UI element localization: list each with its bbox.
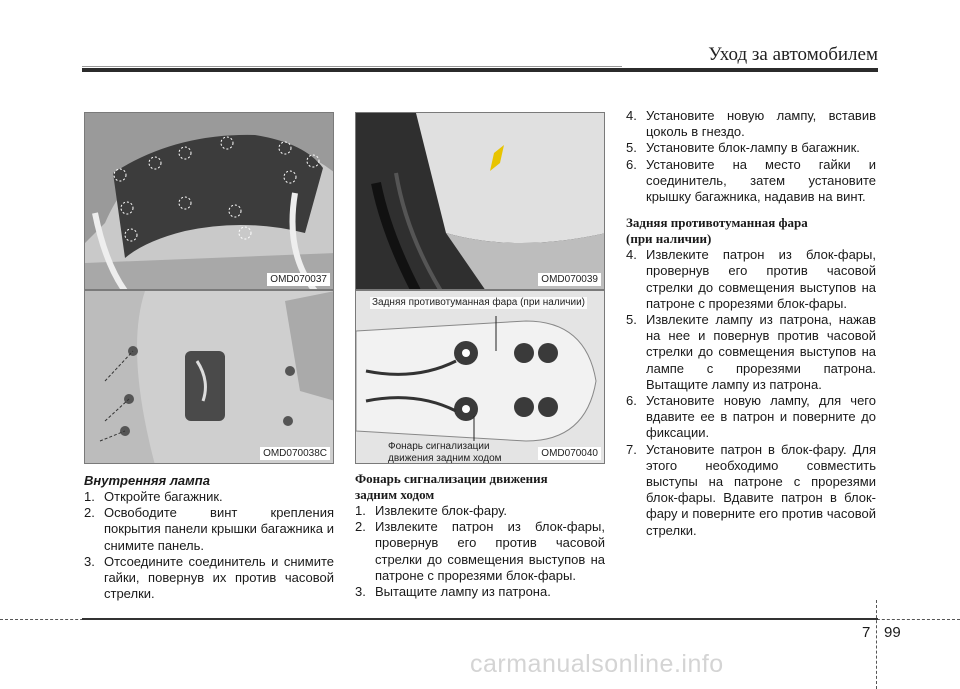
lamp-panel-illustration <box>85 291 334 464</box>
header-rule <box>82 68 878 72</box>
list-item: 2. Извлеките патрон из блок-фары, провернув его против часовой стрелки до совмещения выступов на патроне с прорезями блок-фары. <box>355 519 605 583</box>
steps-list-interior-lamp-continued <box>626 108 876 205</box>
column-1 <box>84 112 334 602</box>
list-item: 2. Освободите винт крепления покрытия панели крышки багажника и снимите панель. <box>84 505 334 553</box>
list-item: 6. Установите на место гайки и соединитель, затем установите крышку багажника, надавив на винт. <box>626 156 876 205</box>
watermark: carmanualsonline.info <box>470 650 724 678</box>
list-item: 5. Установите блок-лампу в багажник. <box>626 140 860 156</box>
list-item: 1. Извлеките блок-фару. <box>355 503 507 518</box>
footer-rule <box>82 618 878 620</box>
section-heading-fog-lamp: Задняя противотуманная фара (при наличии) <box>626 215 808 247</box>
page-number-separator <box>876 600 877 689</box>
steps-list-interior-lamp <box>84 489 334 602</box>
list-item: 1. Откройте багажник. <box>84 489 223 504</box>
list-item: 7. Установите патрон в блок-фару. Для этого необходимо совместить выступы на патроне с прорезями блок-фары. Вдавите патрон в блок-фару и поверните его против часовой стрелки. <box>626 441 876 538</box>
figure-code: OMD070040 <box>538 447 601 460</box>
page-header-title: Уход за автомобилем <box>708 44 878 65</box>
trunk-lamp-illustration <box>356 113 605 290</box>
section-heading-reverse-lamp: Фонарь сигнализации движения задним ходом <box>355 471 548 502</box>
callout-reverse-lamp: Фонарь сигнализации движения задним ходом <box>388 441 502 464</box>
page-number: 99 <box>884 624 901 641</box>
list-item: 3. Отсоедините соединитель и снимите гайки, повернув их против часовой стрелки. <box>84 553 334 602</box>
lamp-sockets-illustration <box>356 291 605 464</box>
steps-list-reverse-lamp <box>355 503 605 600</box>
figure-trunk-lamp <box>355 112 605 290</box>
chapter-number: 7 <box>862 624 871 641</box>
figure-lamp-sockets <box>355 290 605 464</box>
callout-fog-lamp: Задняя противотуманная фара (при наличии) <box>372 297 585 308</box>
figure-code: OMD070039 <box>538 273 601 286</box>
list-item: 4. Извлеките патрон из блок-фары, провернув его против часовой стрелки до совмещения выступов на патроне с прорезями блок-фары. <box>626 247 876 311</box>
list-item: 3. Вытащите лампу из патрона. <box>355 584 551 600</box>
list-item: 5. Извлеките лампу из патрона, нажав на нее и повернув против часовой стрелки до совмещения выступов на лампе с прорезями патрона. Вытащите лампу из патрона. <box>626 312 876 392</box>
figure-lamp-panel <box>84 290 334 464</box>
column-2 <box>355 112 605 600</box>
figure-code: OMD070038C <box>260 447 330 460</box>
section-heading-interior-lamp: Внутренняя лампа <box>84 473 210 488</box>
figure-trunk-lid <box>84 112 334 290</box>
list-item: 6. Установите новую лампу, для чего вдавите ее в патрон и поверните до фиксации. <box>626 393 876 441</box>
list-item: 4. Установите новую лампу, вставив цоколь в гнездо. <box>626 108 876 140</box>
header-rule-thin <box>82 66 622 67</box>
trunk-lid-illustration <box>85 113 334 290</box>
figure-code: OMD070037 <box>267 273 330 286</box>
column-3 <box>626 108 876 539</box>
steps-list-fog-lamp <box>626 247 876 539</box>
